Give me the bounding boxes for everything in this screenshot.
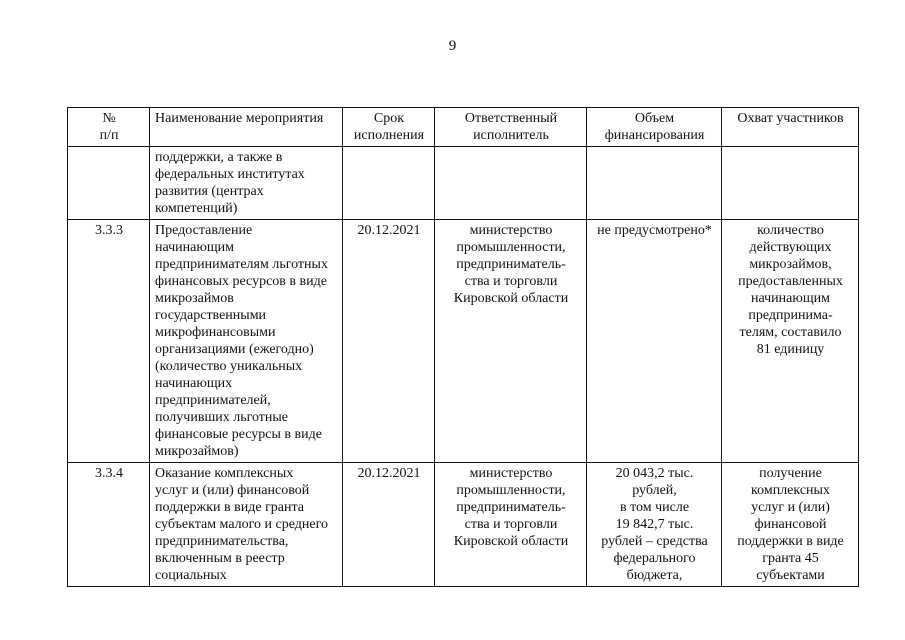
cell-coverage: количество действующих микрозаймов, предоставленных начинающим предпринима- телям, составило 81 единицу xyxy=(722,220,859,463)
cell-num xyxy=(68,147,150,220)
cell-funding: 20 043,2 тыс. рублей, в том числе 19 842,7 тыс. рублей – средства федерального бюджета, xyxy=(587,463,722,587)
table-row xyxy=(68,220,859,463)
cell-responsible: министерство промышленности, предприниматель- ства и торговли Кировской области xyxy=(435,463,587,587)
cell-responsible: министерство промышленности, предприниматель- ства и торговли Кировской области xyxy=(435,220,587,463)
cell-name: Предоставление начинающим предпринимателям льготных финансовых ресурсов в виде микрозаймов государственными микрофинансовыми организациями (ежегодно) (количество уникальных начинающих предпринимателей, получивших льготные финансовые ресурсы в виде микрозаймов) xyxy=(150,220,343,463)
measures-table xyxy=(67,107,859,587)
cell-funding: не предусмотрено* xyxy=(587,220,722,463)
cell-coverage: получение комплексных услуг и (или) финансовой поддержки в виде гранта 45 субъектами xyxy=(722,463,859,587)
page-number: 9 xyxy=(448,38,457,54)
table-row xyxy=(68,147,859,220)
header-funding: Объем финансирования xyxy=(587,108,722,147)
header-deadline: Срок исполнения xyxy=(343,108,435,147)
header-num: № п/п xyxy=(68,108,150,147)
cell-coverage xyxy=(722,147,859,220)
cell-name: Оказание комплексных услуг и (или) финансовой поддержки в виде гранта субъектам малого и среднего предпринимательства, включенным в реестр социальных xyxy=(150,463,343,587)
header-coverage: Охват участников xyxy=(722,108,859,147)
cell-deadline: 20.12.2021 xyxy=(343,463,435,587)
cell-num: 3.3.4 xyxy=(68,463,150,587)
header-responsible: Ответственный исполнитель xyxy=(435,108,587,147)
cell-funding xyxy=(587,147,722,220)
cell-deadline: 20.12.2021 xyxy=(343,220,435,463)
header-name: Наименование мероприятия xyxy=(150,108,343,147)
table-row xyxy=(68,463,859,587)
cell-responsible xyxy=(435,147,587,220)
cell-deadline xyxy=(343,147,435,220)
table-header-row xyxy=(68,108,859,147)
cell-name: поддержки, а также в федеральных институтах развития (центрах компетенций) xyxy=(150,147,343,220)
cell-num: 3.3.3 xyxy=(68,220,150,463)
